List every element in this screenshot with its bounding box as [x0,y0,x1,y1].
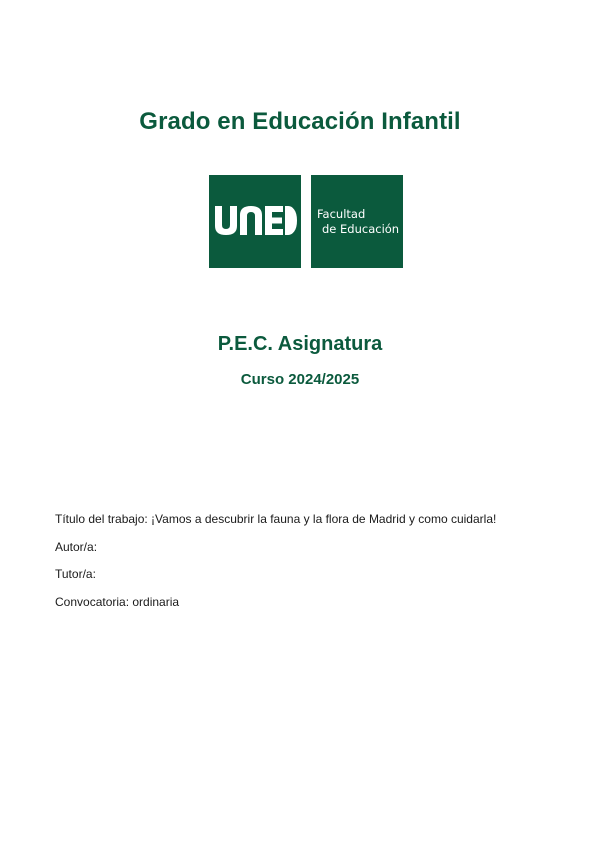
faculty-block [311,175,403,268]
call-line: Convocatoria: ordinaria [55,594,180,609]
degree-title: Grado en Educación Infantil [139,108,461,135]
uned-logo [209,175,403,268]
faculty-line-1: Facultad [317,207,366,221]
tutor-line: Tutor/a: [55,567,96,581]
document-info [55,512,496,622]
course-title: P.E.C. Asignatura [217,333,383,355]
author-line: Autor/a: [55,539,98,554]
work-title-line: Título del trabajo: ¡Vamos a descubrir la fauna y la flora de Madrid y como cuidarla! [55,512,497,526]
faculty-line-2: de Educación [322,222,400,236]
uned-wordmark-logo [213,200,297,240]
uned-wordmark-block [209,175,301,268]
course-year: Curso 2024/2025 [240,371,360,388]
faculty-name [317,207,399,237]
